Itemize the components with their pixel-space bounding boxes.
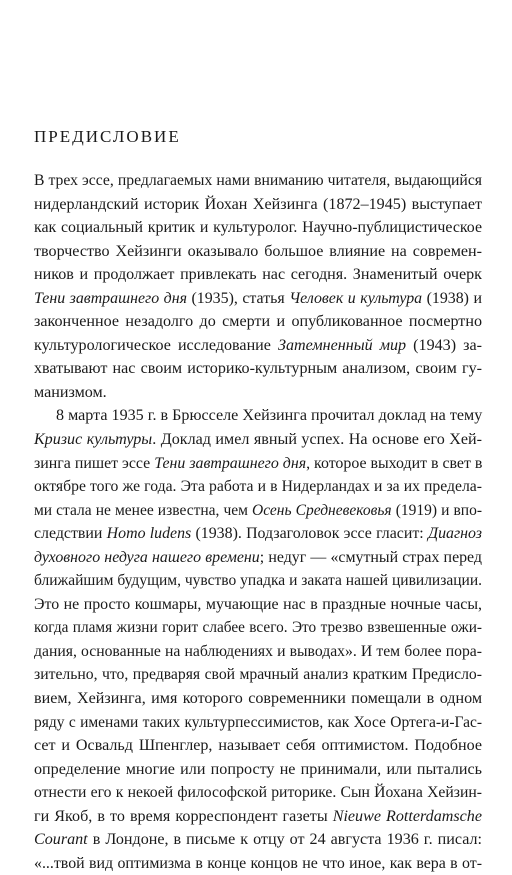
text-line — [34, 687, 482, 711]
text-segment: манизмом. — [34, 383, 107, 401]
text-line — [34, 546, 482, 570]
text-segment: ми стала не менее известна, чем — [34, 501, 253, 519]
italic-title-text: Человек и культура — [289, 289, 423, 307]
text-segment: хватывают нас своим историко-культурным анализом, своим гу- — [34, 360, 482, 378]
text-segment: культурологическое исследование — [34, 336, 278, 354]
section-heading: ПРЕДИСЛОВИЕ — [34, 127, 181, 146]
text-line — [34, 287, 482, 311]
text-segment: как социальный критик и культуролог. Научно-публицистическое — [34, 219, 482, 237]
text-line — [34, 357, 482, 381]
italic-title-text: Осень Средневековья — [252, 501, 392, 519]
text-segment: зительно, что, предваряя свой мрачный анализ кратким Предисло- — [34, 666, 482, 684]
text-line — [34, 381, 482, 405]
italic-title-text: Тени завтрашнего дня — [34, 289, 187, 307]
text-segment: законченное незадолго до смерти и опубликованное посмертно — [34, 313, 482, 331]
text-line — [34, 758, 482, 782]
text-line — [34, 522, 482, 546]
text-line — [34, 828, 482, 852]
body-text — [34, 169, 482, 875]
text-segment: определение многие или попросту не принимали, или пытались — [34, 760, 482, 778]
text-segment: (1943) за- — [406, 336, 482, 354]
text-segment: В трех эссе, предлагаемых нами вниманию читателя, выдающийся — [34, 172, 482, 189]
text-segment: ги Якоб, в то время корреспондент газеты — [34, 807, 333, 825]
italic-title-text: Затемненный мир — [278, 336, 407, 354]
text-segment: (1938). Подзаголовок эссе гласит: — [191, 525, 428, 543]
text-line — [34, 499, 482, 523]
text-segment: дания, основанные на наблюдениях и выводах». И тем более пора- — [34, 642, 482, 660]
text-segment: «...твой вид оптимизма в конце концов не что иное, как вера в от- — [34, 854, 482, 872]
text-line — [34, 616, 482, 640]
italic-title-text: Кризис культуры — [34, 431, 153, 449]
text-line — [34, 475, 482, 499]
text-segment: следствии — [34, 525, 107, 543]
text-segment: октябре того же года. Эта работа и в Нидерландах и за их предела- — [34, 478, 482, 496]
text-segment: , которое выходит в свет в — [306, 454, 483, 472]
italic-title-text: Homo ludens — [106, 525, 192, 543]
text-line — [34, 216, 482, 240]
text-line — [34, 640, 482, 664]
text-segment: 8 марта 1935 г. в Брюсселе Хейзинга прочитал доклад на тему — [56, 407, 483, 425]
text-line — [34, 310, 482, 334]
text-line — [34, 334, 482, 358]
text-line — [34, 852, 482, 875]
text-segment: Это не просто кошмары, мучающие нас в праздные ночные часы, — [34, 595, 482, 613]
text-line — [34, 781, 482, 805]
text-line — [34, 169, 482, 193]
text-segment: ближайшим будущим, чувство упадка и заката нашей цивилизации. — [34, 572, 482, 590]
italic-title-text: духовного недуга нашего времени — [34, 548, 260, 566]
text-segment: в Лондоне, в письме к отцу от 24 августа 1936 г. писал: — [87, 831, 482, 849]
text-segment: . Доклад имел явный успех. На основе его Хей- — [152, 431, 482, 449]
text-line — [34, 663, 482, 687]
text-segment: ; недуг — «смутный страх перед — [259, 548, 482, 566]
text-segment: сет и Освальд Шпенглер, называет себя оптимистом. Подобное — [34, 737, 482, 755]
text-line — [34, 805, 482, 829]
text-line — [34, 569, 482, 593]
italic-title-text: Диагноз — [427, 525, 482, 543]
text-line — [34, 193, 482, 217]
text-segment: (1938) и — [422, 289, 482, 307]
text-segment: нидерландский историк Йохан Хейзинга (1872–1945) выступает — [34, 195, 482, 213]
text-segment: ряду с именами таких культурпессимистов, как Хосе Ортега-и-Гас- — [34, 713, 482, 731]
text-line — [34, 404, 482, 428]
text-line — [34, 240, 482, 264]
italic-title-text: Courant — [34, 831, 88, 849]
text-line — [34, 593, 482, 617]
text-segment: ников и продолжает привлекать нас сегодня. Знаменитый очерк — [34, 266, 482, 284]
text-segment: зинга пишет эссе — [34, 454, 155, 472]
text-line — [34, 711, 482, 735]
text-segment: отнести его к некоей философской риторике. Сын Йохана Хейзин- — [34, 784, 482, 802]
text-segment: (1919) и впо- — [391, 501, 482, 519]
italic-title-text: Nieuwe Rotterdamsche — [332, 807, 482, 825]
text-line — [34, 428, 482, 452]
text-segment: вием, Хейзинга, имя которого современники помещали в одном — [34, 690, 482, 708]
text-segment: творчество Хейзинги оказывало большое влияние на современ- — [34, 242, 482, 260]
text-segment: (1935), статья — [186, 289, 290, 307]
text-line — [34, 263, 482, 287]
text-segment: когда пламя жизни горит слабее всего. Это трезво взвешенные ожи- — [34, 619, 482, 637]
text-line — [34, 734, 482, 758]
italic-title-text: Тени завтрашнего дня — [154, 454, 307, 472]
text-line — [34, 452, 482, 476]
